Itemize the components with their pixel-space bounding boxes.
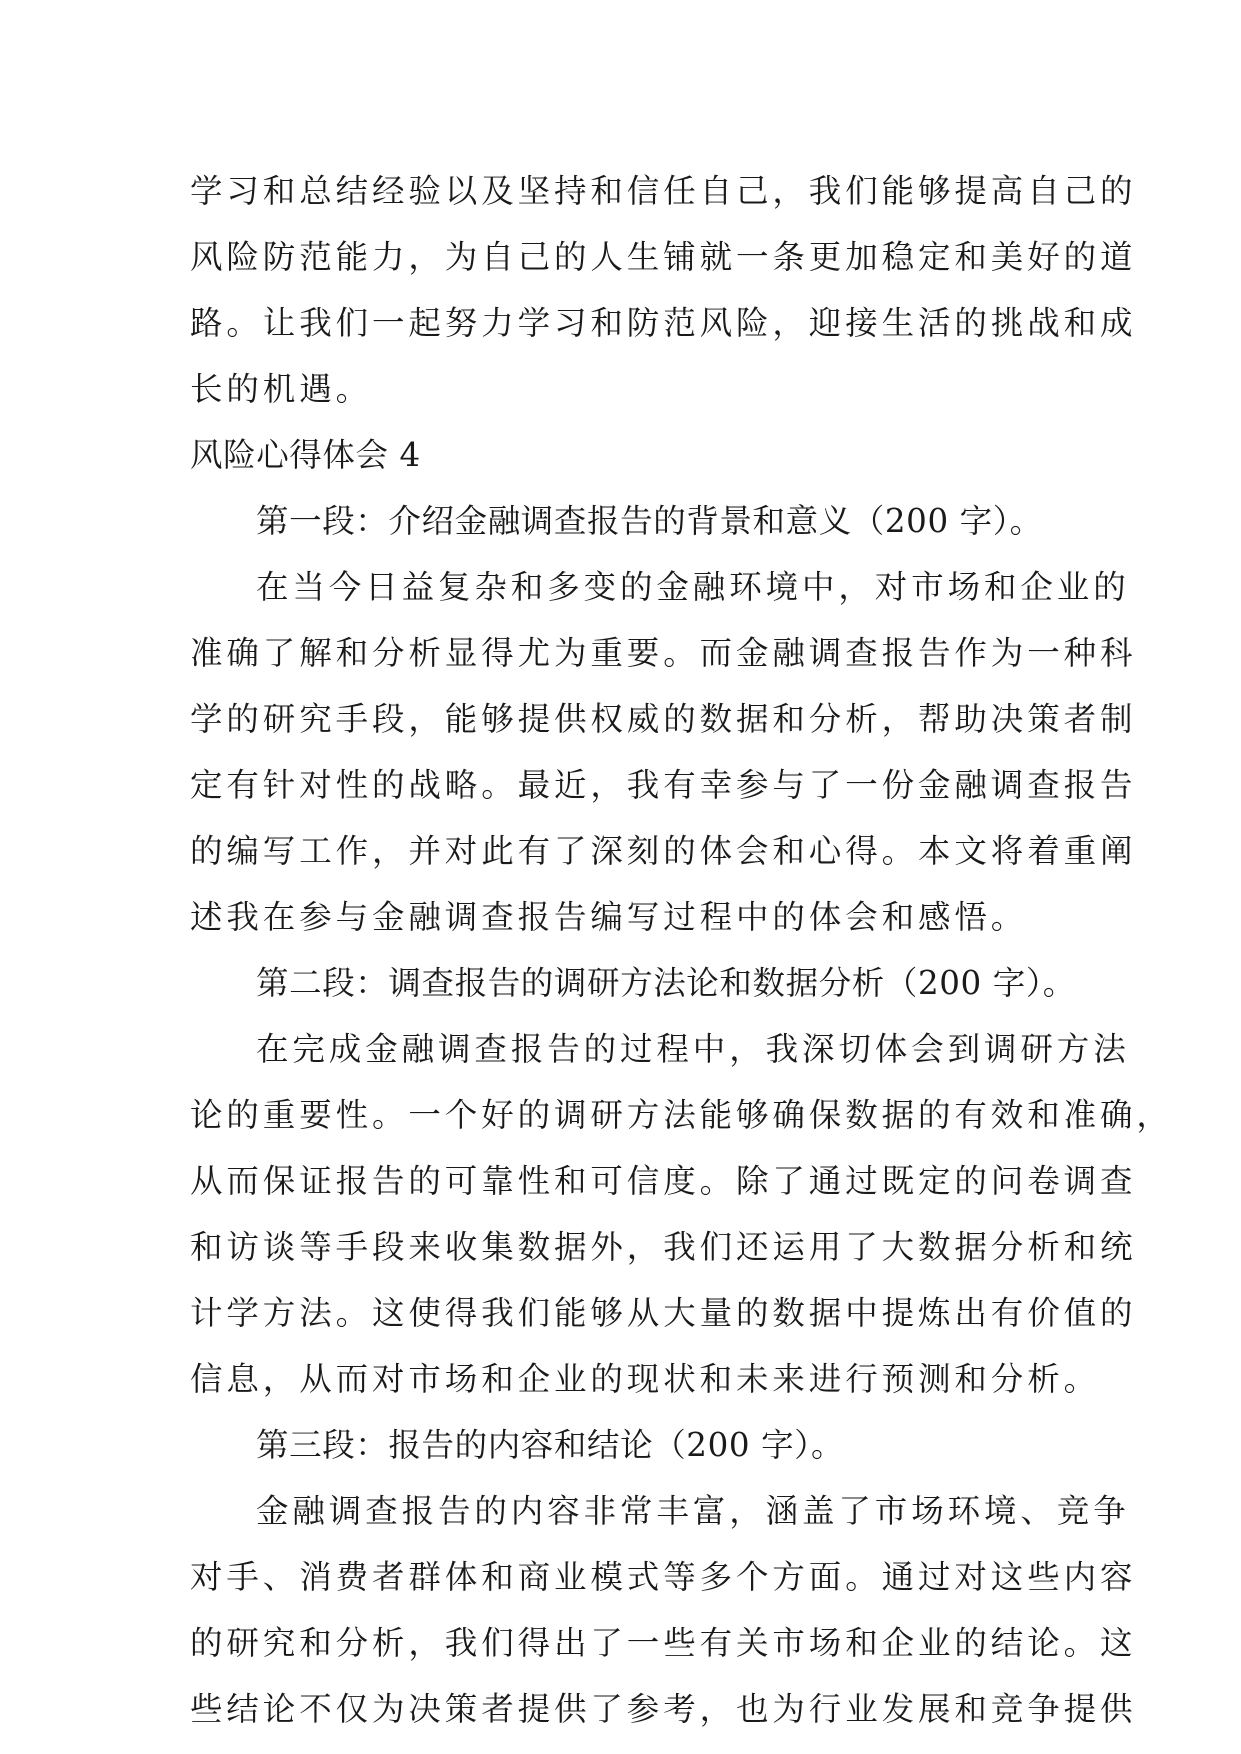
paragraph-line: 对手、消费者群体和商业模式等多个方面。通过对这些内容 [190, 1558, 1137, 1596]
section-title: 风险心得体会 4 [190, 436, 421, 474]
paragraph-line: 些结论不仅为决策者提供了参考，也为行业发展和竞争提供 [190, 1690, 1137, 1728]
heading-second-section: 第二段：调查报告的调研方法论和数据分析（200 字）。 [256, 964, 1076, 1002]
paragraph-line: 和访谈等手段来收集数据外，我们还运用了大数据分析和统 [190, 1228, 1137, 1266]
paragraph-line: 学的研究手段，能够提供权威的数据和分析，帮助决策者制 [190, 700, 1137, 738]
paragraph-line: 在完成金融调查报告的过程中，我深切体会到调研方法 [256, 1030, 1130, 1068]
paragraph-line: 金融调查报告的内容非常丰富，涵盖了市场环境、竞争 [256, 1492, 1130, 1530]
paragraph-line: 的研究和分析，我们得出了一些有关市场和企业的结论。这 [190, 1624, 1137, 1662]
document-body [190, 158, 1173, 1742]
opening-paragraph-line: 学习和总结经验以及坚持和信任自己，我们能够提高自己的 [190, 172, 1137, 210]
opening-paragraph-line: 风险防范能力，为自己的人生铺就一条更加稳定和美好的道 [190, 238, 1137, 276]
heading-third-section: 第三段：报告的内容和结论（200 字）。 [256, 1426, 845, 1464]
paragraph-line: 信息，从而对市场和企业的现状和未来进行预测和分析。 [190, 1360, 1101, 1398]
paragraph-line: 从而保证报告的可靠性和可信度。除了通过既定的问卷调查 [190, 1162, 1137, 1200]
paragraph-line: 计学方法。这使得我们能够从大量的数据中提炼出有价值的 [190, 1294, 1137, 1332]
paragraph-line: 在当今日益复杂和多变的金融环境中，对市场和企业的 [256, 568, 1130, 606]
paragraph-line: 论的重要性。一个好的调研方法能够确保数据的有效和准确， [190, 1096, 1173, 1134]
paragraph-line: 定有针对性的战略。最近，我有幸参与了一份金融调查报告 [190, 766, 1137, 804]
paragraph-line: 准确了解和分析显得尤为重要。而金融调查报告作为一种科 [190, 634, 1137, 672]
opening-paragraph-line: 路。让我们一起努力学习和防范风险，迎接生活的挑战和成 [190, 304, 1137, 342]
paragraph-line: 的编写工作，并对此有了深刻的体会和心得。本文将着重阐 [190, 832, 1137, 870]
paragraph-line: 述我在参与金融调查报告编写过程中的体会和感悟。 [190, 898, 1028, 936]
opening-paragraph-line: 长的机遇。 [190, 370, 373, 408]
heading-first-section: 第一段：介绍金融调查报告的背景和意义（200 字）。 [256, 502, 1043, 540]
